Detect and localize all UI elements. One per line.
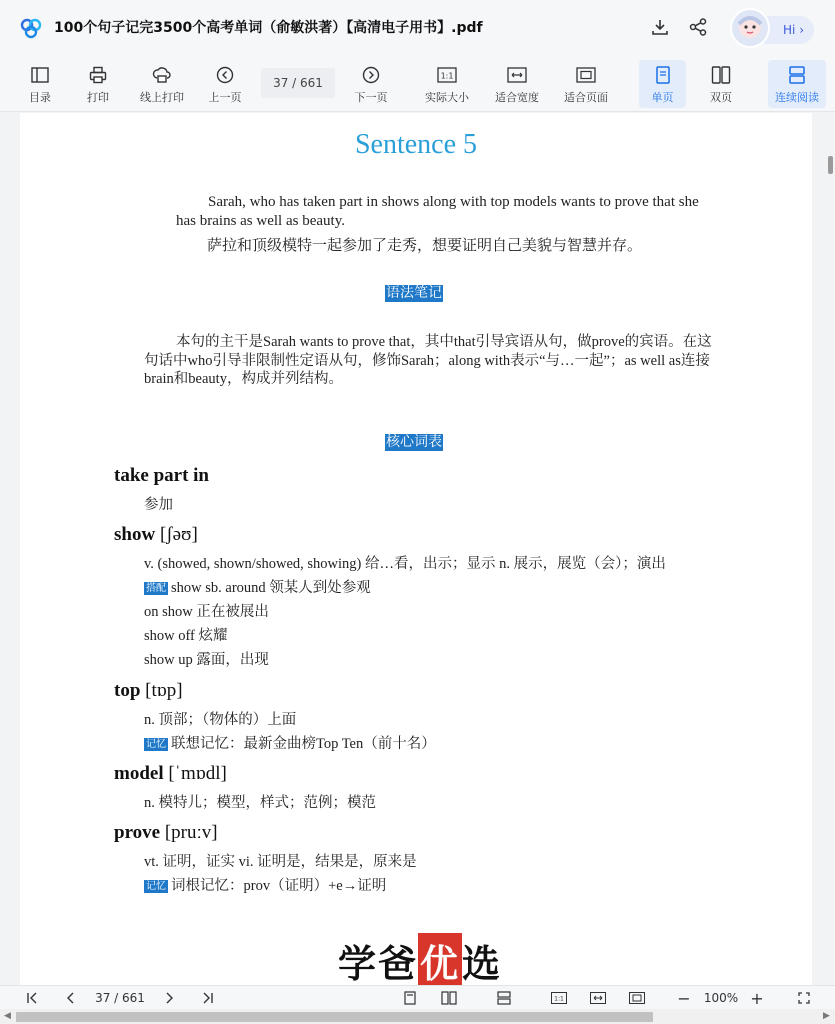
vocab-memory-text: 联想记忆：最新金曲榜Top Ten（前十名） xyxy=(171,736,436,752)
pdf-page xyxy=(20,113,812,985)
vocab-phrase: show off 炫耀 xyxy=(144,628,228,644)
title-bar xyxy=(0,0,835,56)
vocab-word: top xyxy=(114,680,141,701)
vocab-entry-heading xyxy=(114,524,198,546)
share-icon[interactable] xyxy=(687,16,709,38)
zoom-level[interactable]: 100% xyxy=(703,991,739,1005)
cloud-print-icon xyxy=(151,65,173,85)
document-viewer[interactable] xyxy=(0,113,835,985)
single-page-button[interactable] xyxy=(639,60,686,108)
toc-button[interactable] xyxy=(22,60,58,108)
vocab-entry-heading xyxy=(114,763,227,785)
vocab-memory-tip xyxy=(144,874,386,895)
double-page-icon xyxy=(710,65,732,85)
single-page-icon xyxy=(652,65,674,85)
brand-text-left: 学爸 xyxy=(337,941,418,985)
chinese-translation: 萨拉和顶级模特一起参加了走秀，想要证明自己美貌与智慧并存。 xyxy=(207,238,643,254)
scroll-left-icon[interactable]: ◀ xyxy=(4,1011,11,1021)
toolbar xyxy=(0,56,835,112)
assistant-button[interactable] xyxy=(730,8,818,48)
first-page-icon[interactable] xyxy=(23,989,41,1007)
vocab-word: prove xyxy=(114,822,161,843)
next-page-icon[interactable] xyxy=(160,989,178,1007)
vocab-phonetic: [ˈmɒdl] xyxy=(168,763,227,784)
vocab-memory-tip xyxy=(144,732,436,753)
grammar-notes-label: 语法笔记 xyxy=(386,285,442,301)
continuous-read-button[interactable] xyxy=(768,60,826,108)
prev-page-button[interactable] xyxy=(205,60,245,108)
chevron-right-circle-icon xyxy=(360,65,382,85)
vocab-definition: n. 模特儿；模型，样式；范例；模范 xyxy=(144,795,376,811)
single-page-view-icon[interactable] xyxy=(401,989,419,1007)
vertical-scrollbar-thumb[interactable] xyxy=(828,156,833,174)
prev-page-icon[interactable] xyxy=(62,989,80,1007)
download-icon[interactable] xyxy=(649,16,671,38)
fit-page-icon xyxy=(575,65,597,85)
single-page-label: 单页 xyxy=(651,91,674,104)
actual-size-icon xyxy=(436,65,458,85)
prev-page-label: 上一页 xyxy=(208,91,242,104)
horizontal-scrollbar-thumb[interactable] xyxy=(16,1012,653,1022)
actual-size-button[interactable] xyxy=(421,60,473,108)
continuous-read-label: 连续阅读 xyxy=(775,91,819,104)
english-sentence: Sarah, who has taken part in shows along with top models wants to prove that she has brains as well as beauty. xyxy=(176,194,699,229)
vocab-word: model xyxy=(114,763,164,784)
actual-size-icon[interactable] xyxy=(549,989,569,1007)
scroll-right-icon[interactable]: ▶ xyxy=(823,1011,830,1021)
fit-width-icon xyxy=(506,65,528,85)
toc-icon xyxy=(29,65,51,85)
print-button[interactable] xyxy=(80,60,116,108)
memory-tag: 记忆 xyxy=(146,881,166,892)
chevron-left-circle-icon xyxy=(214,65,236,85)
double-page-label: 双页 xyxy=(710,91,732,104)
vocab-memory-text: 词根记忆：prov（证明）+e→证明 xyxy=(171,878,387,894)
last-page-icon[interactable] xyxy=(199,989,217,1007)
vocab-entry-heading xyxy=(114,680,183,702)
collocation-tag: 搭配 xyxy=(146,583,166,594)
app-logo-icon xyxy=(19,16,43,40)
printer-icon xyxy=(87,65,109,85)
vocab-collocation xyxy=(144,576,371,597)
vocab-definition: 参加 xyxy=(144,497,173,513)
sentence-title: Sentence 5 xyxy=(354,129,478,160)
fit-page-button[interactable] xyxy=(560,60,612,108)
vocab-phonetic: [pruːv] xyxy=(164,822,218,843)
vocab-entry-heading xyxy=(114,465,209,487)
fit-page-icon[interactable] xyxy=(627,989,647,1007)
bottom-bar xyxy=(0,985,835,1009)
brand-text-right: 选 xyxy=(462,941,503,985)
next-page-button[interactable] xyxy=(351,60,391,108)
memory-tag: 记忆 xyxy=(146,739,166,750)
continuous-read-icon xyxy=(786,65,808,85)
next-page-label: 下一页 xyxy=(354,91,388,104)
vocab-definition: v. (showed, shown/showed, showing) 给…看，出示；显示 n. 展示，展览（会）；演出 xyxy=(144,556,666,572)
vocab-phrase: show up 露面，出现 xyxy=(144,652,269,668)
double-page-button[interactable] xyxy=(700,60,742,108)
svg-text:1:1: 1:1 xyxy=(554,995,564,1003)
svg-text:1:1: 1:1 xyxy=(440,71,454,81)
vocab-definition: n. 顶部；（物体的）上面 xyxy=(144,712,297,728)
online-print-label: 线上打印 xyxy=(140,91,184,104)
bottom-page-indicator[interactable]: 37 / 661 xyxy=(95,991,145,1005)
fit-width-button[interactable] xyxy=(491,60,543,108)
brand-text-mid: 优 xyxy=(418,933,462,986)
vocab-collocation-text: show sb. around 领某人到处参观 xyxy=(171,580,371,596)
vocab-phonetic: [tɒp] xyxy=(145,680,183,701)
vocab-entry-heading xyxy=(114,822,218,844)
horizontal-scrollbar[interactable] xyxy=(0,1009,835,1024)
vocab-definition: vt. 证明，证实 vi. 证明是，结果是，原来是 xyxy=(144,854,417,870)
print-label: 打印 xyxy=(87,91,109,104)
core-vocab-label: 核心词表 xyxy=(386,434,442,450)
zoom-out-icon[interactable]: − xyxy=(677,988,691,1008)
double-page-view-icon[interactable] xyxy=(439,989,459,1007)
actual-size-label: 实际大小 xyxy=(425,91,469,104)
online-print-button[interactable] xyxy=(136,60,188,108)
zoom-in-icon[interactable]: + xyxy=(750,988,764,1008)
vocab-word: show xyxy=(114,524,156,545)
vocab-word: take part in xyxy=(114,465,209,486)
vocab-phrase: on show 正在被展出 xyxy=(144,604,269,620)
grammar-note: 本句的主干是Sarah wants to prove that，其中that引导宾语从句，做prove的宾语。在这句话中who引导非限制性定语从句，修饰Sarah；along with表示“与…一起”；as well as连接brain和beauty，构成并列结构。 xyxy=(144,334,712,387)
fit-width-label: 适合宽度 xyxy=(495,91,539,104)
fit-width-icon[interactable] xyxy=(588,989,608,1007)
page-number-input[interactable]: 37 / 661 xyxy=(261,68,335,98)
toc-label: 目录 xyxy=(29,91,51,104)
continuous-view-icon[interactable] xyxy=(494,989,514,1007)
brand-logo xyxy=(330,935,510,985)
assistant-label: Hi › xyxy=(752,16,814,44)
vocab-phonetic: [ʃəʊ] xyxy=(159,524,198,545)
fullscreen-icon[interactable] xyxy=(795,989,813,1007)
document-title: 100个句子记完3500个高考单词（俞敏洪著）【高清电子用书】.pdf xyxy=(54,20,483,36)
fit-page-label: 适合页面 xyxy=(564,91,608,104)
assistant-avatar-icon xyxy=(730,8,770,48)
